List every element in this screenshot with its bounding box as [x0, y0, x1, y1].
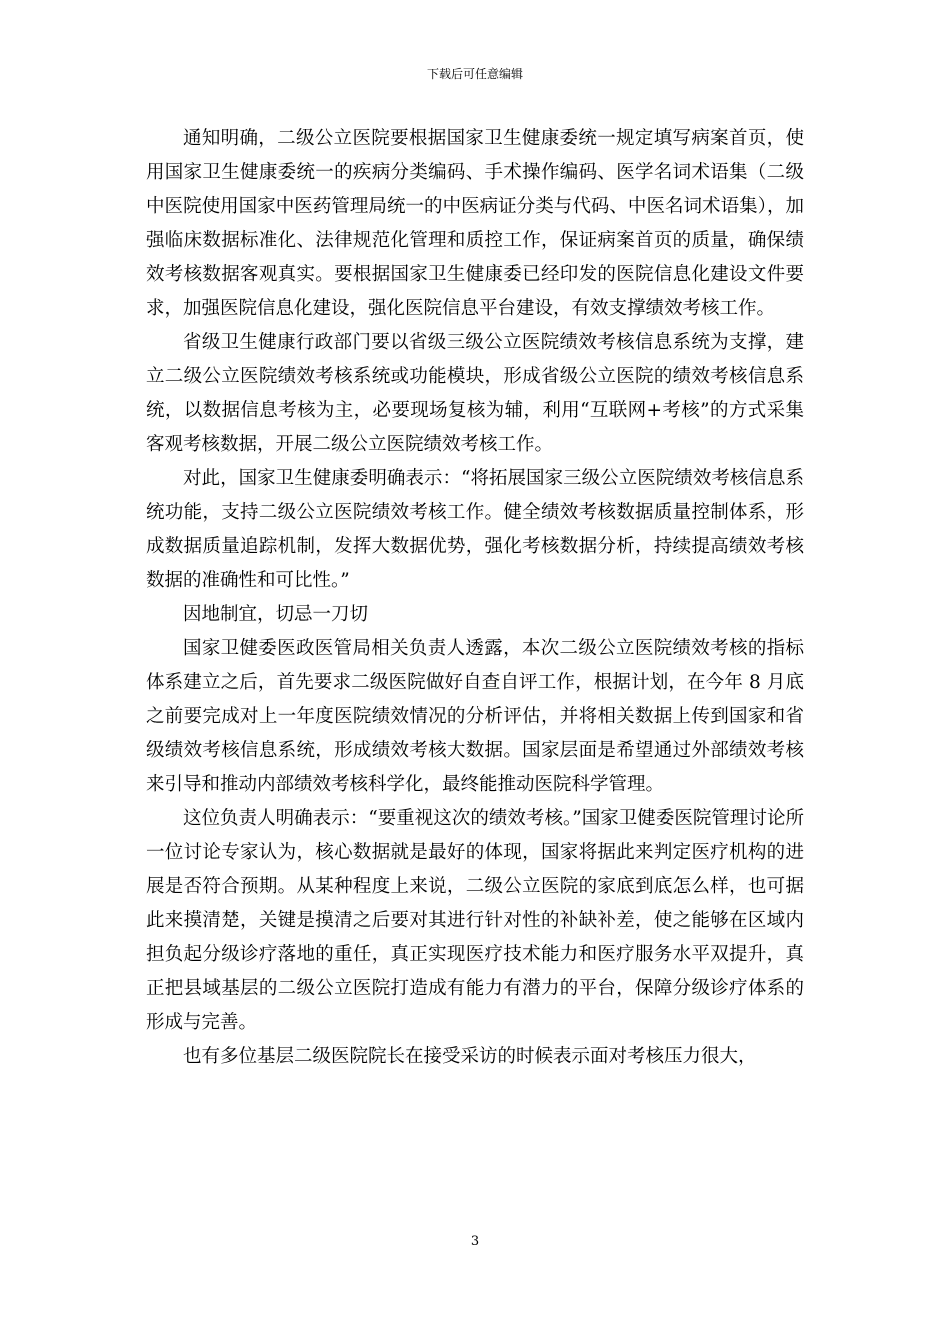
- page-header: 下载后可任意编辑: [426, 67, 523, 81]
- paragraph-3: 对此，国家卫生健康委明确表示：“将拓展国家三级公立医院绩效考核信息系统功能，支持二级公立医院绩效考核工作。健全绩效考核数据质量控制体系，形成数据质量追踪机制，发挥大数据优势，强化考核数据分析，持续提高绩效考核数据的准确性和可比性。”: [146, 468, 804, 591]
- paragraph-6: 这位负责人明确表示：“要重视这次的绩效考核。”国家卫健委医院管理讨论所一位讨论专家认为，核心数据就是最好的体现，国家将据此来判定医疗机构的进展是否符合预期。从某种程度上来说，二级公立医院的家底到底怎么样，也可据此来摸清楚，关键是摸清之后要对其进行针对性的补缺补差，使之能够在区域内担负起分级诊疗落地的重任，真正实现医疗技术能力和医疗服务水平双提升，真正把县域基层的二级公立医院打造成有能力有潜力的平台，保障分级诊疗体系的形成与完善。: [146, 808, 804, 1033]
- paragraph-2: 省级卫生健康行政部门要以省级三级公立医院绩效考核信息系统为支撑，建立二级公立医院绩效考核系统或功能模块，形成省级公立医院的绩效考核信息系统，以数据信息考核为主，必要现场复核为辅，利用“互联网+考核”的方式采集客观考核数据，开展二级公立医院绩效考核工作。: [146, 332, 804, 455]
- paragraph-7: 也有多位基层二级医院院长在接受采访的时候表示面对考核压力很大，: [183, 1046, 757, 1067]
- paragraph-1: 通知明确，二级公立医院要根据国家卫生健康委统一规定填写病案首页，使用国家卫生健康委统一的疾病分类编码、手术操作编码、医学名词术语集（二级中医院使用国家中医药管理局统一的中医病证分类与代码、中医名词术语集），加强临床数据标准化、法律规范化管理和质控工作，保证病案首页的质量，确保绩效考核数据客观真实。要根据国家卫生健康委已经印发的医院信息化建设文件要求，加强医院信息化建设，强化医院信息平台建设，有效支撑绩效考核工作。: [146, 128, 804, 319]
- section-heading: 因地制宜，切忌一刀切: [183, 604, 369, 625]
- paragraph-5: 国家卫健委医政医管局相关负责人透露，本次二级公立医院绩效考核的指标体系建立之后，首先要求二级医院做好自查自评工作，根据计划，在今年 8 月底之前要完成对上一年度医院绩效情况的分析评估，并将相关数据上传到国家和省级绩效考核信息系统，形成绩效考核大数据。国家层面是希望通过外部绩效考核来引导和推动内部绩效考核科学化，最终能推动医院科学管理。: [146, 638, 804, 795]
- document-body: [146, 122, 804, 1074]
- page-number: 3: [470, 1234, 480, 1249]
